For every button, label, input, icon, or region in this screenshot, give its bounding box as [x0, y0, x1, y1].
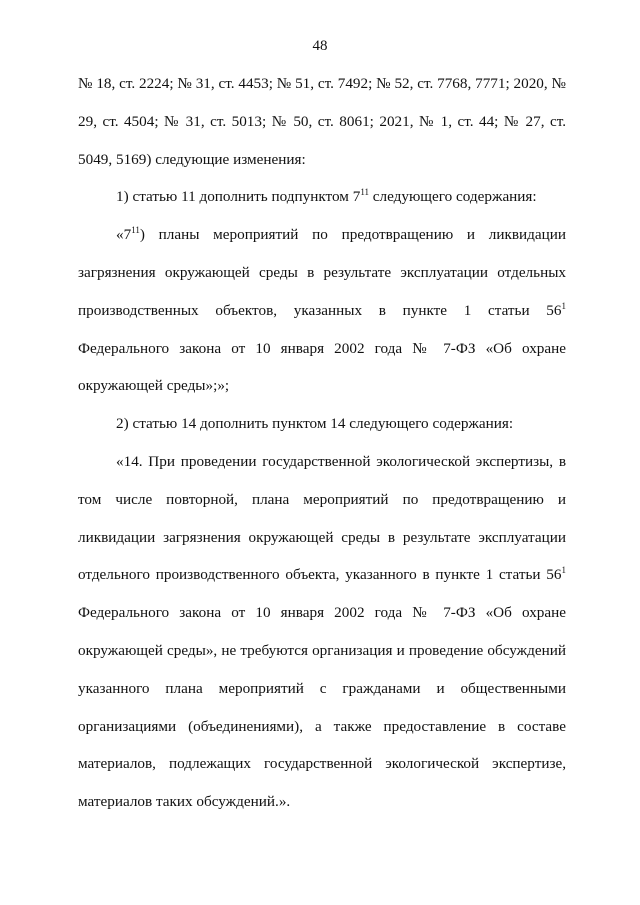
paragraph-item-1 [78, 178, 566, 216]
point-14-article-superscript: 1 [561, 565, 566, 576]
paragraph-item-2: 2) статью 14 дополнить пунктом 14 следующего содержания: [116, 415, 514, 433]
point-14-text-start: «14. При проведении государственной экологической экспертизы, в том числе повторной, плана мероприятий по предотвращению и ликвидации загрязнения окружающей среды в результате эксплуатации отдельного производственного объекта, указанного в пункте 1 статьи 56 [78, 452, 566, 584]
subpoint-text-start: «7 [116, 226, 132, 244]
subpoint-number-superscript: 11 [131, 225, 140, 236]
item-1-superscript: 11 [360, 187, 369, 198]
paragraph-point-14 [78, 443, 566, 821]
item-1-text-end: следующего содержания: [368, 188, 537, 206]
page-number: 48 [312, 38, 328, 54]
subpoint-text-middle: ) планы мероприятий по предотвращению и ликвидации загрязнения окружающей среды в результате эксплуатации отдельных производственных объектов, указанных в пункте 1 статьи 56 [78, 226, 566, 319]
item-1-text: 1) статью 11 дополнить подпунктом 7 [116, 188, 361, 206]
paragraph-subpoint-7-11 [78, 216, 566, 405]
point-14-text-end: Федерального закона от 10 января 2002 года № 7-ФЗ «Об охране окружающей среды», не требуются организация и проведение обсуждений указанного плана мероприятий с гражданами и общественными организациями (объединениями), а также предоставление в составе материалов, подлежащих государственной экологической экспертизе, материалов таких обсуждений.». [78, 604, 566, 811]
document-body [78, 65, 566, 821]
subpoint-text-end: Федерального закона от 10 января 2002 года № 7-ФЗ «Об охране окружающей среды»;»; [78, 339, 566, 395]
article-number-superscript: 1 [561, 300, 566, 311]
paragraph-citations: № 18, ст. 2224; № 31, ст. 4453; № 51, ст. 7492; № 52, ст. 7768, 7771; 2020, № 29, ст. 4504; № 31, ст. 5013; № 50, ст. 8061; 2021, № 1, ст. 44; № 27, ст. 5049, 5169) следующие изменения: [78, 75, 566, 168]
